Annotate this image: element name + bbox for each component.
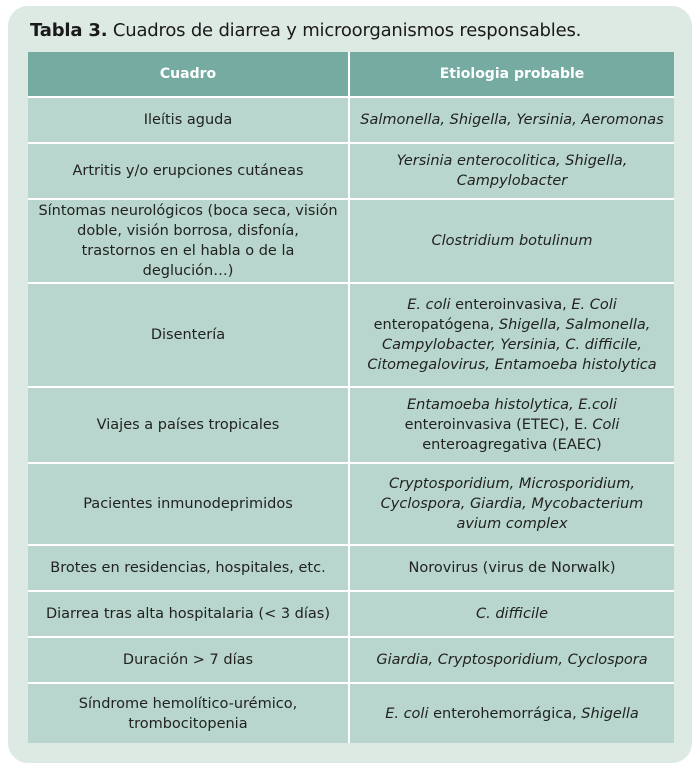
table-title-lead: Tabla 3.: [30, 20, 108, 41]
table-row: [28, 283, 674, 387]
cell-etiologia: [349, 637, 674, 683]
table-row: [28, 97, 674, 143]
table-row: [28, 387, 674, 463]
cell-etiologia: [349, 199, 674, 283]
cell-cuadro: Ileítis aguda: [28, 97, 349, 143]
cell-etiologia: [349, 591, 674, 637]
etiologia-segment: Cryptosporidium, Microsporidium, Cyclospora, Giardia, Mycobacterium avium complex: [380, 476, 644, 532]
table-row: [28, 591, 674, 637]
cell-etiologia: [349, 463, 674, 545]
etiologia-segment: Yersinia enterocolitica, Shigella, Campylobacter: [396, 153, 628, 189]
table-title: [30, 20, 581, 41]
etiologia-segment: Entamoeba histolytica, E.coli: [407, 397, 617, 413]
etiologia-segment: Giardia, Cryptosporidium, Cyclospora: [376, 652, 648, 668]
header-row: [28, 52, 674, 97]
table-title-text: Cuadros de diarrea y microorganismos responsables.: [112, 20, 582, 41]
etiologia-segment: Norovirus (virus de Norwalk): [408, 560, 616, 576]
etiologia-segment: Coli: [592, 417, 620, 433]
etiologia-segment: C. difficile: [475, 606, 549, 622]
etiologia-segment: enteroagregativa (EAEC): [422, 437, 602, 453]
header-etiologia: Etiologia probable: [349, 52, 674, 97]
cell-etiologia: [349, 283, 674, 387]
table-body: [28, 97, 674, 743]
table-row: [28, 683, 674, 743]
cell-cuadro: Disentería: [28, 283, 349, 387]
cell-cuadro: Viajes a países tropicales: [28, 387, 349, 463]
cell-etiologia: [349, 387, 674, 463]
cell-etiologia: [349, 683, 674, 743]
cell-cuadro: Síndrome hemolítico-urémico, trombocitopenia: [28, 683, 349, 743]
cell-cuadro: Pacientes inmunodeprimidos: [28, 463, 349, 545]
etiologia-segment: enteroinvasiva,: [450, 297, 572, 313]
cell-etiologia: [349, 545, 674, 591]
cell-cuadro: Artritis y/o erupciones cutáneas: [28, 143, 349, 199]
diarrhea-table: [28, 52, 674, 743]
etiologia-segment: enteropatógena,: [373, 317, 499, 333]
etiologia-segment: Shigella, Salmonella, Campylobacter, Yersinia, C. difficile, Citomegalovirus, Entamoeba histolytica: [367, 317, 657, 373]
cell-cuadro: Síntomas neurológicos (boca seca, visión doble, visión borrosa, disfonía, trastornos en el habla o de la deglución…): [28, 199, 349, 283]
etiologia-segment: E. coli: [407, 297, 451, 313]
table-row: [28, 463, 674, 545]
cell-cuadro: Brotes en residencias, hospitales, etc.: [28, 545, 349, 591]
cell-cuadro: Duración > 7 días: [28, 637, 349, 683]
table-row: [28, 143, 674, 199]
etiologia-segment: Shigella: [581, 705, 639, 722]
cell-etiologia: [349, 97, 674, 143]
table-row: [28, 199, 674, 283]
etiologia-segment: Salmonella, Shigella, Yersinia, Aeromonas: [360, 112, 664, 128]
etiologia-segment: Clostridium botulinum: [431, 233, 593, 249]
etiologia-segment: enteroinvasiva (ETEC), E.: [404, 417, 593, 433]
etiologia-segment: E. Coli: [571, 297, 617, 313]
etiologia-segment: E. coli: [385, 705, 429, 722]
table-row: [28, 637, 674, 683]
cell-etiologia: [349, 143, 674, 199]
cell-cuadro: Diarrea tras alta hospitalaria (< 3 días): [28, 591, 349, 637]
header-cuadro: Cuadro: [28, 52, 349, 97]
table-row: [28, 545, 674, 591]
etiologia-segment: enterohemorrágica,: [428, 705, 582, 722]
